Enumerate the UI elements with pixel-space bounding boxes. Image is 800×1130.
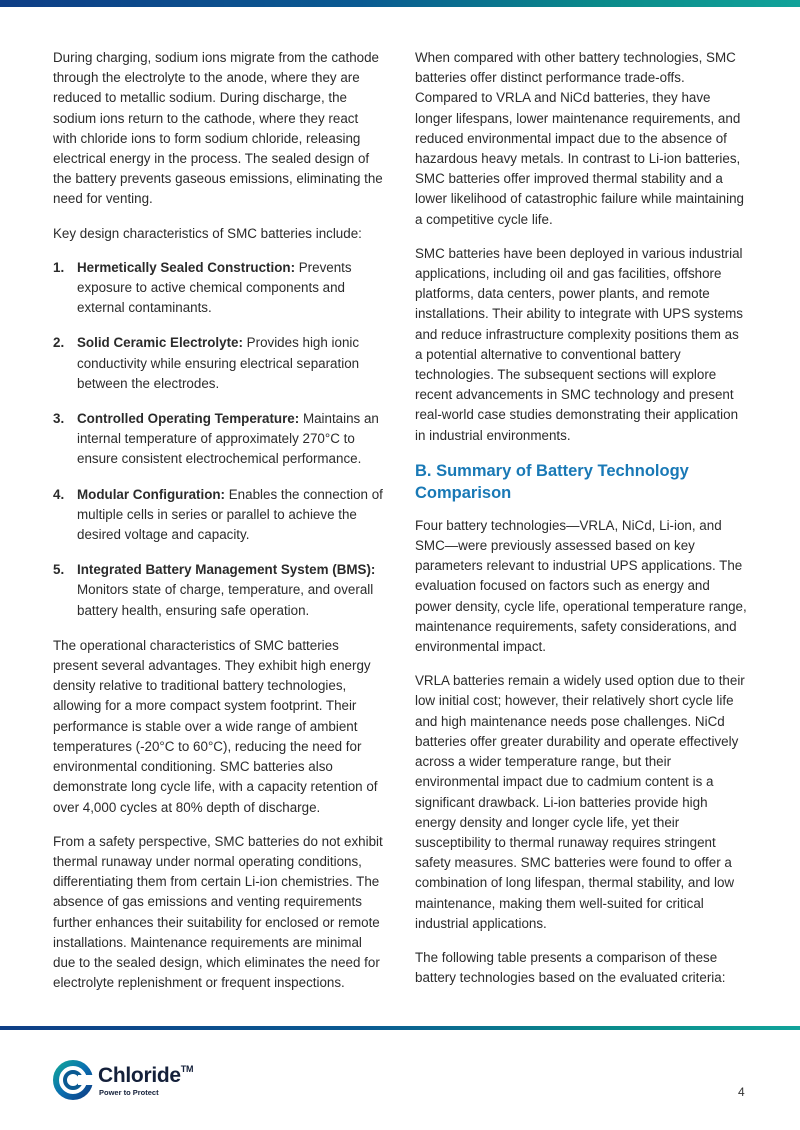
- list-number: 5.: [53, 562, 65, 578]
- list-item-text: Monitors state of charge, temperature, and overall battery health, ensuring safe operation.: [77, 582, 374, 618]
- chloride-logo: [53, 1060, 213, 1104]
- page-number: 4: [738, 1085, 745, 1099]
- list-item: [53, 409, 385, 470]
- paragraph: Four battery technologies—VRLA, NiCd, Li-ion, and SMC—were previously assessed based on key parameters relevant to industrial UPS applications. The evaluation focused on factors such as energy and power density, cycle life, operational temperature range, maintenance requirements, safety considerations, and environmental impact.: [415, 517, 747, 655]
- list-item: [53, 560, 385, 621]
- list-item: [53, 258, 385, 319]
- list-item-text: Provides high ionic conductivity while ensuring electrical separation between the electrodes.: [77, 335, 360, 391]
- paragraph: The operational characteristics of SMC batteries present several advantages. They exhibit high energy density relative to traditional battery technologies, allowing for a more compact system footprint. Their performance is stable over a wide range of ambient temperatures (-20°C to 60°C), reducing the need for environmental conditioning. SMC batteries also demonstrate long cycle life, with a capacity retention of over 4,000 cycles at 80% depth of discharge.: [53, 637, 378, 815]
- trademark: TM: [180, 1064, 194, 1074]
- list-item-title: Solid Ceramic Electrolyte:: [77, 335, 243, 351]
- list-number: 1.: [53, 259, 65, 275]
- paragraph: The following table presents a comparison of these battery technologies based on the evaluated criteria:: [415, 949, 726, 986]
- bottom-accent-bar: [0, 1026, 800, 1030]
- list-number: 2.: [53, 335, 65, 351]
- paragraph: From a safety perspective, SMC batteries do not exhibit thermal runaway under normal operating conditions, differentiating them from certain Li-ion chemistries. The absence of gas emissions and venting requirements further enhances their suitability for enclosed or remote installations. Maintenance requirements are minimal due to the sealed design, which eliminates the need for electrolyte replenishment or frequent inspections.: [53, 833, 383, 991]
- list-item-title: Modular Configuration:: [77, 486, 226, 502]
- list-number: 3.: [53, 411, 65, 427]
- brand-tagline: Power to Protect: [99, 1088, 159, 1097]
- design-characteristics-list: [53, 258, 385, 621]
- list-item-title: Controlled Operating Temperature:: [77, 411, 300, 427]
- paragraph: Key design characteristics of SMC batteries include:: [53, 225, 362, 241]
- paragraph: SMC batteries have been deployed in various industrial applications, including oil and gas facilities, offshore platforms, data centers, power plants, and remote installations. Their ability to integrate with UPS systems and reduce infrastructure complexity positions them as a potential alternative to conventional battery technologies. The subsequent sections will explore recent advancements in SMC technology and present real-world case studies demonstrating their application in industrial environments.: [415, 245, 743, 443]
- right-column: [415, 48, 747, 1002]
- list-number: 4.: [53, 486, 65, 502]
- list-item: [53, 485, 385, 546]
- paragraph: During charging, sodium ions migrate from the cathode through the electrolyte to the anode, where they are reduced to metallic sodium. During discharge, the sodium ions return to the cathode, where they react with chloride ions to form sodium chloride, releasing electrical energy in the process. The sealed design of the battery prevents gaseous emissions, eliminating the need for venting.: [53, 50, 383, 207]
- list-item-text: Enables the connection of multiple cells in series or parallel to achieve the desired voltage and capacity.: [77, 486, 383, 543]
- paragraph: When compared with other battery technologies, SMC batteries offer distinct performance trade-offs. Compared to VRLA and NiCd batteries, they have longer lifespans, lower maintenance requirements, and reduced environmental impact due to the absence of hazardous heavy metals. In contrast to Li-ion batteries, SMC batteries offer improved thermal stability and a lower likelihood of catastrophic failure while maintaining a competitive cycle life.: [415, 50, 744, 227]
- list-item: [53, 333, 385, 394]
- section-heading: B. Summary of Battery Technology Comparison: [415, 461, 689, 502]
- left-column: [53, 48, 385, 1007]
- top-accent-bar: [0, 0, 800, 7]
- brand-name: Chloride™: [98, 1064, 194, 1087]
- list-item-text: Prevents exposure to active chemical components and external contaminants.: [77, 259, 352, 316]
- list-item-text: Maintains an internal temperature of approximately 270°C to ensure consistent electrochemical performance.: [77, 411, 379, 467]
- list-item-title: Integrated Battery Management System (BMS):: [77, 562, 376, 578]
- paragraph: VRLA batteries remain a widely used option due to their low initial cost; however, their relatively short cycle life and high maintenance needs pose challenges. NiCd batteries offer greater durability and operate effectively across a wider temperature range, but their environmental impact due to cadmium content is a significant drawback. Li-ion batteries provide high energy density and longer cycle life, yet their susceptibility to thermal runaway requires stringent safety measures. SMC batteries were found to offer a combination of long lifespan, thermal stability, and low maintenance, making them well-suited for critical industrial applications.: [415, 673, 745, 931]
- chloride-logo-icon: [53, 1060, 93, 1100]
- list-item-title: Hermetically Sealed Construction:: [77, 259, 296, 275]
